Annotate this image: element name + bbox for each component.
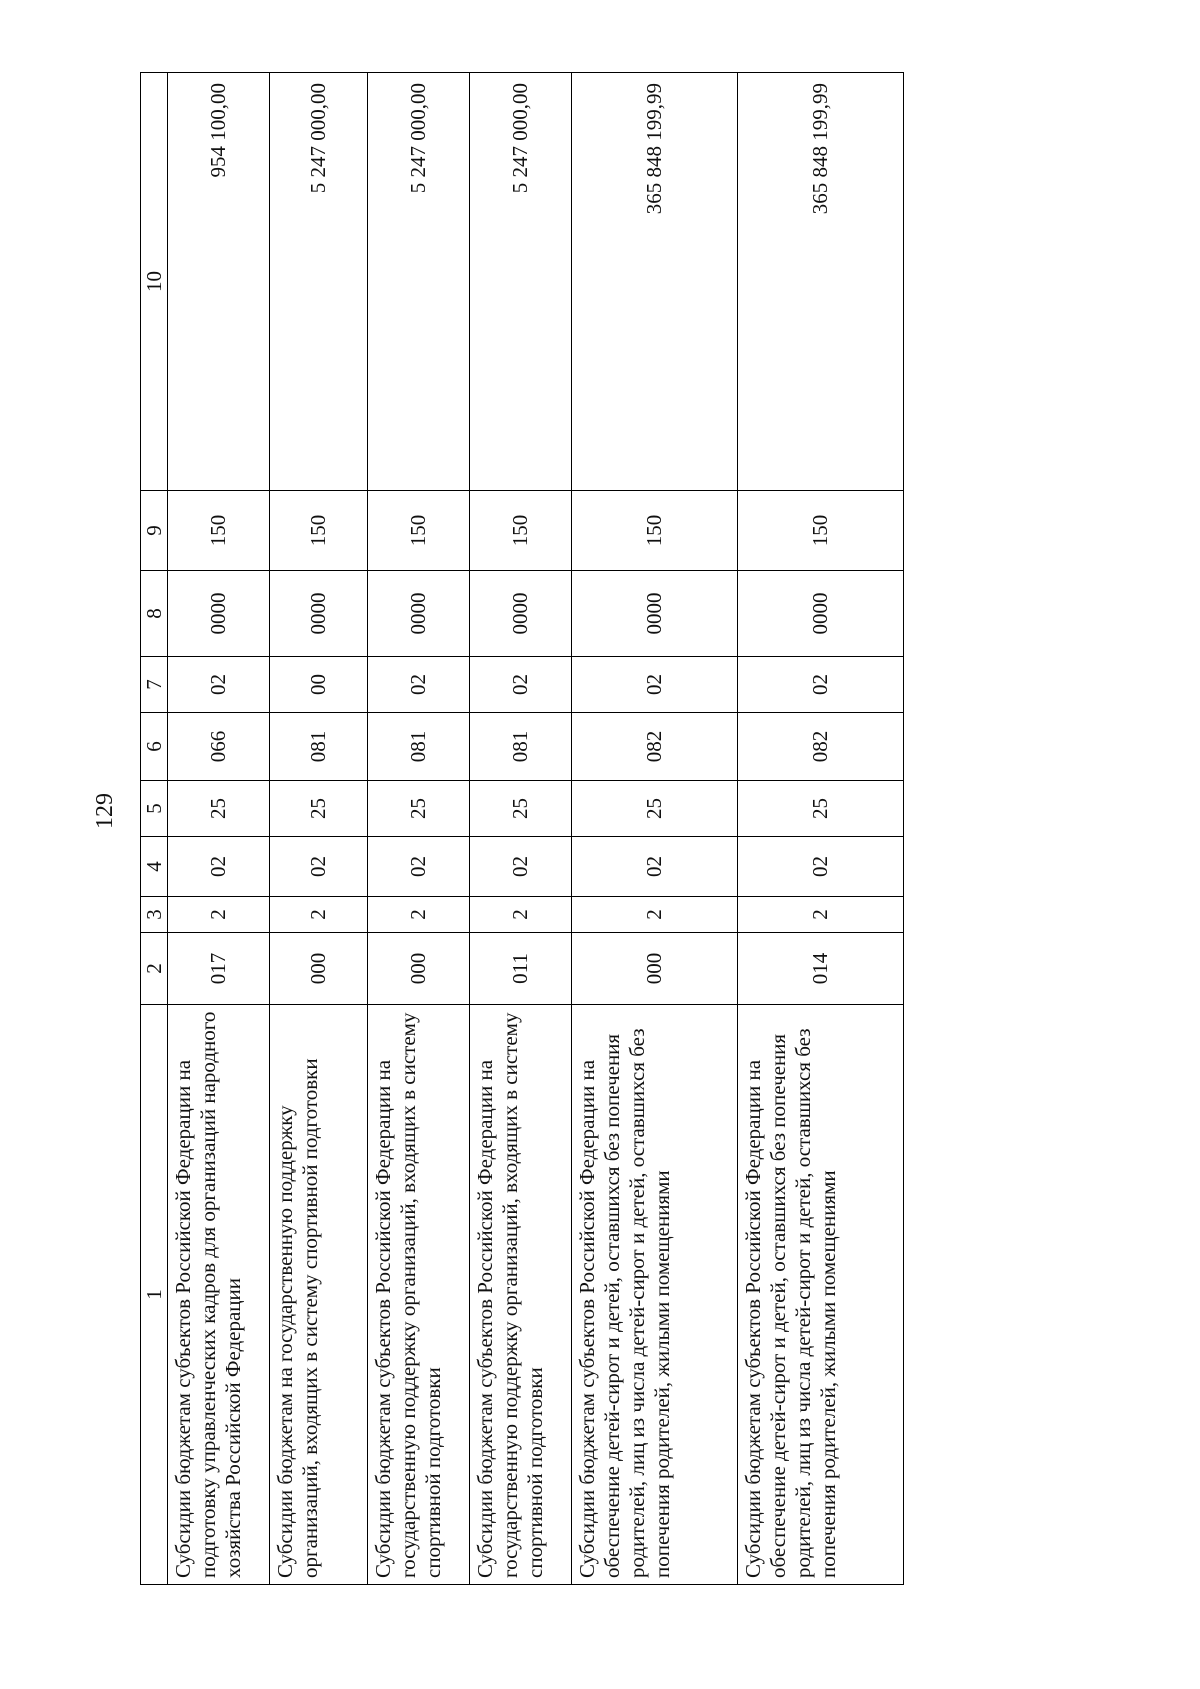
economic-code-cell: 150 bbox=[572, 491, 738, 571]
subarticle-code-cell: 066 bbox=[168, 713, 270, 781]
table-row bbox=[470, 73, 572, 1585]
article-code-cell: 25 bbox=[168, 781, 270, 837]
subgroup-code-cell: 02 bbox=[738, 837, 904, 897]
column-header: 1 bbox=[141, 1005, 168, 1585]
element-code-cell: 02 bbox=[738, 657, 904, 713]
economic-code-cell: 150 bbox=[738, 491, 904, 571]
program-code-cell: 0000 bbox=[168, 571, 270, 657]
header-row bbox=[141, 73, 168, 1585]
table-row bbox=[168, 73, 270, 1585]
subarticle-code-cell: 082 bbox=[572, 713, 738, 781]
column-header: 8 bbox=[141, 571, 168, 657]
column-header: 2 bbox=[141, 933, 168, 1005]
subgroup-code-cell: 02 bbox=[470, 837, 572, 897]
group-code-cell: 2 bbox=[270, 897, 368, 933]
program-code-cell: 0000 bbox=[368, 571, 470, 657]
row-description: Субсидии бюджетам на государственную поддержку организаций, входящих в систему спортивной подготовки bbox=[270, 1005, 368, 1585]
admin-code-cell: 000 bbox=[270, 933, 368, 1005]
program-code-cell: 0000 bbox=[270, 571, 368, 657]
amount-cell: 5 247 000,00 bbox=[270, 73, 368, 491]
subgroup-code-cell: 02 bbox=[168, 837, 270, 897]
row-description: Субсидии бюджетам субъектов Российской Федерации на государственную поддержку организаций, входящих в систему спортивной подготовки bbox=[470, 1005, 572, 1585]
program-code-cell: 0000 bbox=[470, 571, 572, 657]
admin-code-cell: 000 bbox=[368, 933, 470, 1005]
budget-table bbox=[140, 72, 904, 1585]
page-number: 129 bbox=[92, 793, 118, 829]
group-code-cell: 2 bbox=[738, 897, 904, 933]
economic-code-cell: 150 bbox=[168, 491, 270, 571]
article-code-cell: 25 bbox=[368, 781, 470, 837]
row-description: Субсидии бюджетам субъектов Российской Федерации на государственную поддержку организаций, входящих в систему спортивной подготовки bbox=[368, 1005, 470, 1585]
subgroup-code-cell: 02 bbox=[572, 837, 738, 897]
table-row bbox=[572, 73, 738, 1585]
element-code-cell: 00 bbox=[270, 657, 368, 713]
program-code-cell: 0000 bbox=[572, 571, 738, 657]
article-code-cell: 25 bbox=[470, 781, 572, 837]
subarticle-code-cell: 081 bbox=[368, 713, 470, 781]
amount-cell: 5 247 000,00 bbox=[470, 73, 572, 491]
column-header: 6 bbox=[141, 713, 168, 781]
table-row bbox=[368, 73, 470, 1585]
subarticle-code-cell: 082 bbox=[738, 713, 904, 781]
element-code-cell: 02 bbox=[168, 657, 270, 713]
amount-cell: 5 247 000,00 bbox=[368, 73, 470, 491]
program-code-cell: 0000 bbox=[738, 571, 904, 657]
element-code-cell: 02 bbox=[368, 657, 470, 713]
amount-cell: 365 848 199,99 bbox=[572, 73, 738, 491]
admin-code-cell: 014 bbox=[738, 933, 904, 1005]
admin-code-cell: 017 bbox=[168, 933, 270, 1005]
row-description: Субсидии бюджетам субъектов Российской Федерации на обеспечение детей-сирот и детей, оставшихся без попечения родителей, лиц из числа детей-сирот и детей, оставшихся без попечения родителей, жилыми помещениями bbox=[572, 1005, 738, 1585]
subarticle-code-cell: 081 bbox=[470, 713, 572, 781]
group-code-cell: 2 bbox=[368, 897, 470, 933]
amount-cell: 954 100,00 bbox=[168, 73, 270, 491]
group-code-cell: 2 bbox=[470, 897, 572, 933]
group-code-cell: 2 bbox=[572, 897, 738, 933]
table-row bbox=[270, 73, 368, 1585]
article-code-cell: 25 bbox=[572, 781, 738, 837]
article-code-cell: 25 bbox=[738, 781, 904, 837]
admin-code-cell: 011 bbox=[470, 933, 572, 1005]
row-description: Субсидии бюджетам субъектов Российской Федерации на обеспечение детей-сирот и детей, оставшихся без попечения родителей, лиц из числа детей-сирот и детей, оставшихся без попечения родителей, жилыми помещениями bbox=[738, 1005, 904, 1585]
economic-code-cell: 150 bbox=[270, 491, 368, 571]
row-description: Субсидии бюджетам субъектов Российской Федерации на подготовку управленческих кадров для организаций народного хозяйства Российской Федерации bbox=[168, 1005, 270, 1585]
article-code-cell: 25 bbox=[270, 781, 368, 837]
group-code-cell: 2 bbox=[168, 897, 270, 933]
table-row bbox=[738, 73, 904, 1585]
column-header: 9 bbox=[141, 491, 168, 571]
economic-code-cell: 150 bbox=[368, 491, 470, 571]
element-code-cell: 02 bbox=[572, 657, 738, 713]
subgroup-code-cell: 02 bbox=[368, 837, 470, 897]
amount-cell: 365 848 199,99 bbox=[738, 73, 904, 491]
economic-code-cell: 150 bbox=[470, 491, 572, 571]
column-header: 7 bbox=[141, 657, 168, 713]
admin-code-cell: 000 bbox=[572, 933, 738, 1005]
element-code-cell: 02 bbox=[470, 657, 572, 713]
column-header: 5 bbox=[141, 781, 168, 837]
column-header: 4 bbox=[141, 837, 168, 897]
subarticle-code-cell: 081 bbox=[270, 713, 368, 781]
column-header: 10 bbox=[141, 73, 168, 491]
column-header: 3 bbox=[141, 897, 168, 933]
subgroup-code-cell: 02 bbox=[270, 837, 368, 897]
